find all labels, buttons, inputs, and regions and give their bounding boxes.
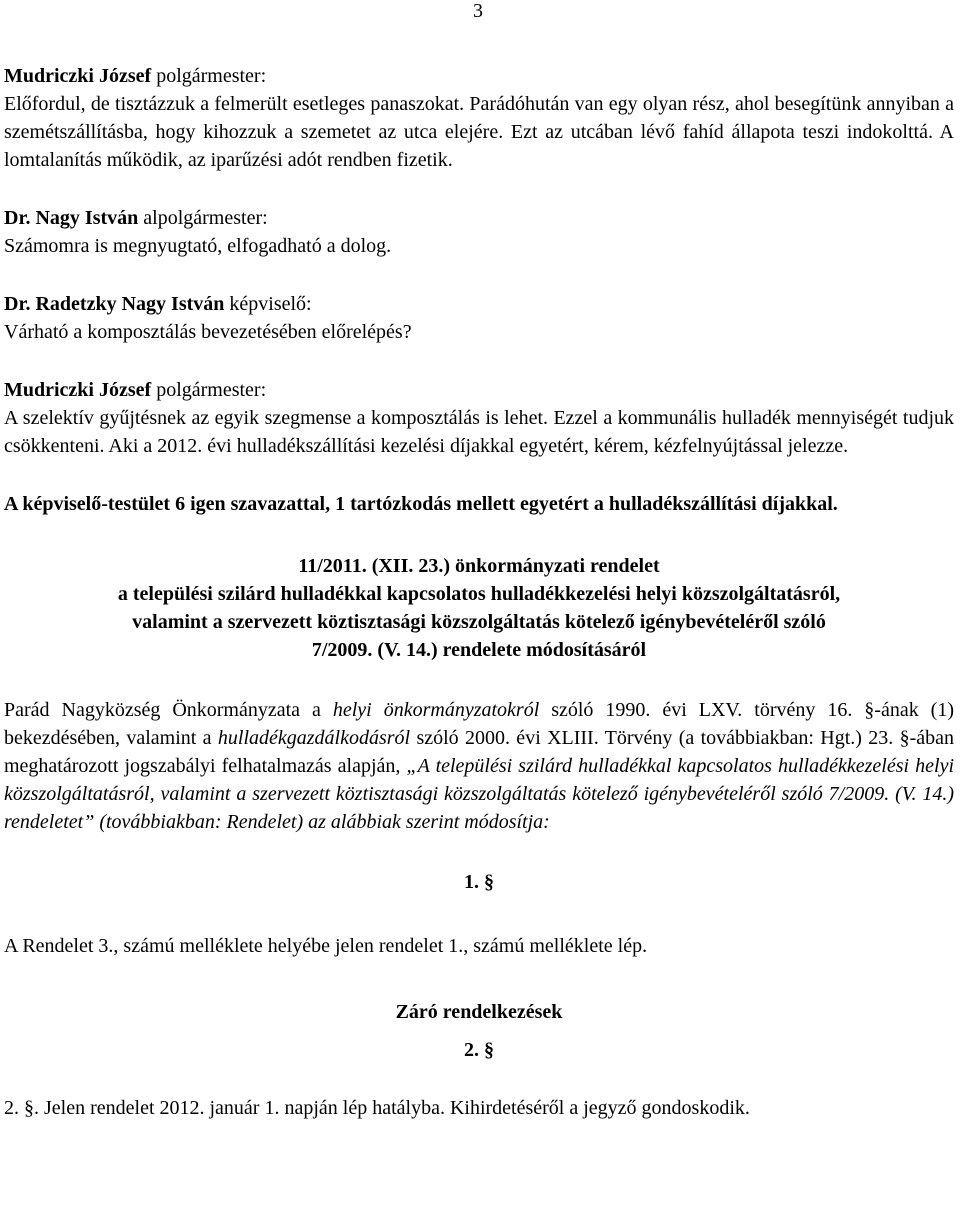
speech-text: Várható a komposztálás bevezetésében előrelépés? (4, 321, 412, 343)
decree-title-line: valamint a szervezett köztisztasági közszolgáltatás kötelező igénybevételéről szóló (132, 611, 826, 633)
decree-title-line: 7/2009. (V. 14.) rendelete módosításáról (311, 639, 647, 661)
speaker-name: Dr. Nagy István (4, 207, 139, 229)
preamble-italic: hulladékgazdálkodásról (217, 727, 411, 749)
decree-title-line: a települési szilárd hulladékkal kapcsolatos hulladékkezelési helyi közszolgáltatásról, (117, 583, 841, 605)
section-1-number: 1. § (464, 871, 494, 893)
decree-preamble (4, 696, 954, 836)
speech-text: Előfordul, de tisztázzuk a felmerült esetleges panaszokat. Parádóhután van egy olyan rész, ahol besegítünk annyiban a szemétszállításba, hogy kihozzuk a szemetet az utca elejére. Ezt az utcában lévő fahíd állapota teszi indokolttá. A lomtalanítás működik, az iparűzési adót rendben fizetik. (4, 93, 954, 171)
section-2-text: 2. §. Jelen rendelet 2012. január 1. napján lép hatályba. Kihirdetéséről a jegyző gondoskodik. (4, 1097, 750, 1119)
preamble-text: szóló 1990. évi LXV. törvény 16. §-ának (1) bekezdésében, valamint a (4, 699, 954, 749)
speech-text: A szelektív gyűjtésnek az egyik szegmense a komposztálás is lehet. Ezzel a kommunális hulladék mennyiségét tudjuk csökkenteni. Aki a 2012. évi hulladékszállítási kezelési díjakkal egyetért, kérem, kézfelnyújtással jelezze. (4, 407, 954, 457)
speech-block (4, 204, 954, 260)
speaker-role: polgármester: (151, 379, 267, 401)
section-1-text: A Rendelet 3., számú melléklete helyébe jelen rendelet 1., számú melléklete lép. (4, 935, 648, 957)
preamble-italic: helyi önkormányzatokról (332, 699, 540, 721)
speaker-role: képviselő: (224, 293, 312, 315)
speaker-role: alpolgármester: (138, 207, 268, 229)
speech-block (4, 290, 954, 346)
preamble-text: szóló 2000. évi XLIII. Törvény (a továbbiakban: Hgt.) 23. §-ában meghatározott jogszabályi felhatalmazás alapján, (4, 727, 954, 777)
speaker-role: polgármester: (151, 65, 267, 87)
speech-block (4, 376, 954, 460)
document-body (4, 62, 954, 1122)
decree-title (4, 552, 954, 664)
page-number: 3 (473, 0, 483, 22)
resolution-text: A képviselő-testület 6 igen szavazattal, 1 tartózkodás mellett egyetért a hulladékszállítási díjakkal. (4, 493, 838, 515)
final-provisions-heading: Záró rendelkezések (395, 1001, 563, 1023)
decree-title-line: 11/2011. (XII. 23.) önkormányzati rendelet (298, 555, 660, 577)
preamble-text: Parád Nagyközség Önkormányzata a (4, 699, 333, 721)
speaker-name: Dr. Radetzky Nagy István (4, 293, 225, 315)
section-2-number: 2. § (464, 1039, 494, 1061)
speech-block (4, 62, 954, 174)
preamble-italic: „A települési szilárd hulladékkal kapcsolatos hulladékkezelési helyi közszolgáltatásról, valamint a szervezett köztisztasági közszolgáltatás kötelező igénybevételéről szóló 7/2009. (V. 14.) rendeletet” (továbbiakban: Rendelet) az alábbiak szerint módosítja: (4, 755, 955, 833)
speech-text: Számomra is megnyugtató, elfogadható a dolog. (4, 235, 392, 257)
speaker-name: Mudriczki József (4, 65, 152, 87)
speaker-name: Mudriczki József (4, 379, 152, 401)
